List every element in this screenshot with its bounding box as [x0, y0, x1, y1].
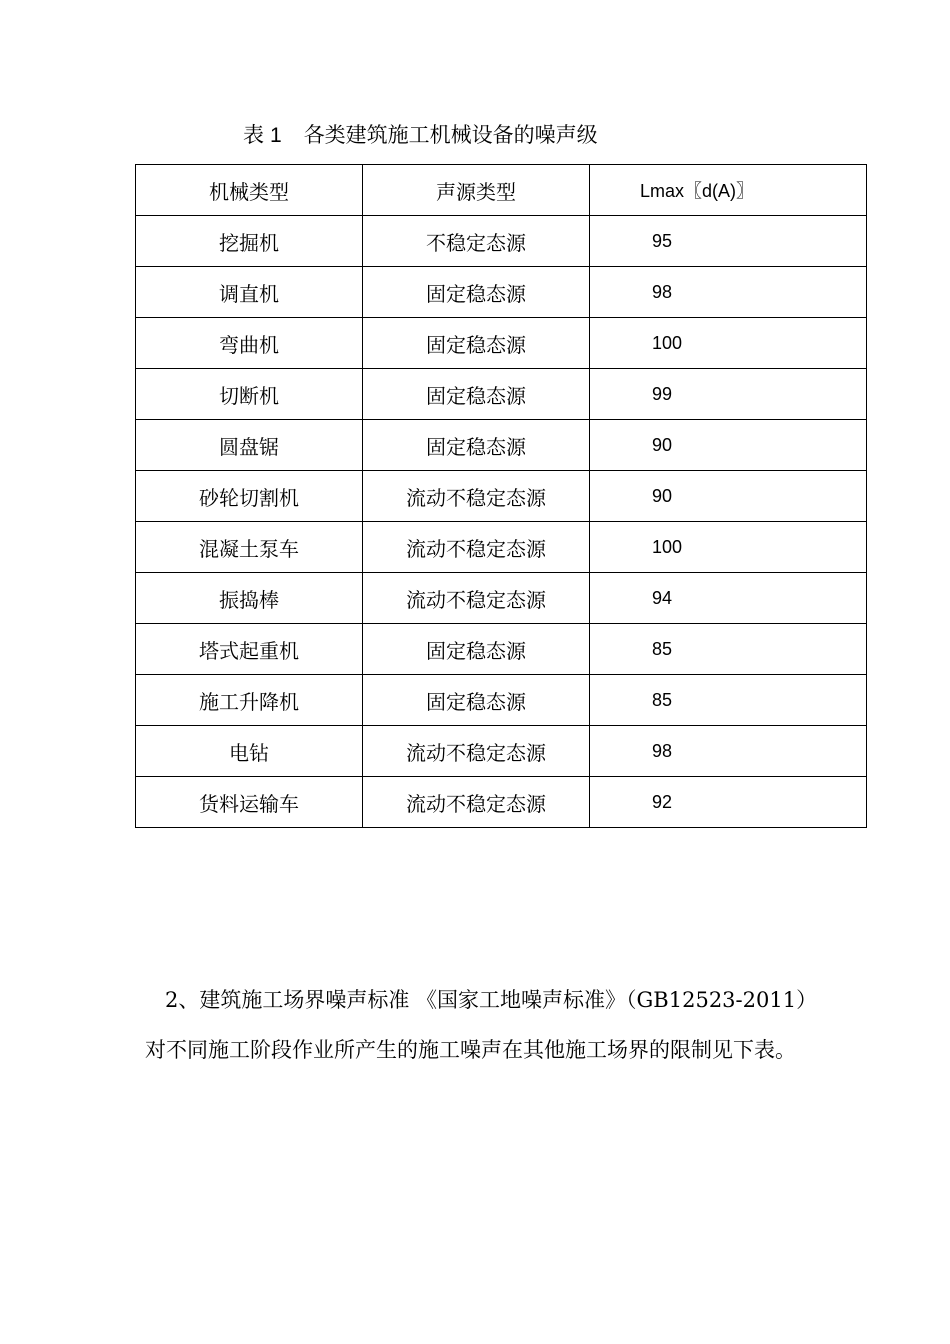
table-row — [136, 675, 867, 726]
table-caption-title: 各类建筑施工机械设备的噪声级 — [303, 123, 598, 147]
cell-lmax: 90 — [590, 420, 867, 471]
cell-machine-type: 砂轮切割机 — [136, 471, 363, 522]
table-row — [136, 777, 867, 828]
cell-lmax: 85 — [590, 675, 867, 726]
cell-lmax: 85 — [590, 624, 867, 675]
cell-source-type: 固定稳态源 — [363, 624, 590, 675]
cell-source-type: 流动不稳定态源 — [363, 726, 590, 777]
cell-machine-type: 弯曲机 — [136, 318, 363, 369]
table-row — [136, 471, 867, 522]
cell-source-type: 固定稳态源 — [363, 318, 590, 369]
cell-machine-type: 货料运输车 — [136, 777, 363, 828]
header-lmax: Lmax〖d(A)〗 — [590, 165, 867, 216]
cell-source-type: 固定稳态源 — [363, 420, 590, 471]
cell-machine-type: 切断机 — [136, 369, 363, 420]
cell-source-type: 不稳定态源 — [363, 216, 590, 267]
cell-machine-type: 塔式起重机 — [136, 624, 363, 675]
cell-lmax: 95 — [590, 216, 867, 267]
cell-machine-type: 施工升降机 — [136, 675, 363, 726]
cell-machine-type: 混凝土泵车 — [136, 522, 363, 573]
table-row — [136, 726, 867, 777]
table-caption — [243, 120, 598, 151]
table-row — [136, 318, 867, 369]
noise-level-table — [135, 164, 867, 828]
table-row — [136, 216, 867, 267]
table-row — [136, 420, 867, 471]
cell-source-type: 流动不稳定态源 — [363, 573, 590, 624]
cell-source-type: 固定稳态源 — [363, 675, 590, 726]
cell-source-type: 流动不稳定态源 — [363, 522, 590, 573]
cell-source-type: 固定稳态源 — [363, 369, 590, 420]
cell-machine-type: 电钻 — [136, 726, 363, 777]
table-row — [136, 624, 867, 675]
cell-lmax: 100 — [590, 522, 867, 573]
table-caption-number: 1 — [270, 124, 282, 147]
cell-lmax: 94 — [590, 573, 867, 624]
table-caption-label: 表 — [243, 123, 264, 147]
paragraph-text: 2、建筑施工场界噪声标准 《国家工地噪声标准》（GB12523-2011）对不同施工阶段作业所产生的施工噪声在其他施工场界的限制见下表。 — [145, 988, 807, 1062]
cell-lmax: 98 — [590, 267, 867, 318]
cell-machine-type: 挖掘机 — [136, 216, 363, 267]
body-paragraph — [145, 975, 817, 1075]
cell-source-type: 固定稳态源 — [363, 267, 590, 318]
table-header-row — [136, 165, 867, 216]
cell-lmax: 90 — [590, 471, 867, 522]
table-row — [136, 369, 867, 420]
table-row — [136, 267, 867, 318]
cell-machine-type: 圆盘锯 — [136, 420, 363, 471]
cell-machine-type: 调直机 — [136, 267, 363, 318]
cell-source-type: 流动不稳定态源 — [363, 471, 590, 522]
table-row — [136, 522, 867, 573]
cell-lmax: 92 — [590, 777, 867, 828]
cell-source-type: 流动不稳定态源 — [363, 777, 590, 828]
cell-lmax: 98 — [590, 726, 867, 777]
cell-lmax: 100 — [590, 318, 867, 369]
header-machine-type: 机械类型 — [136, 165, 363, 216]
header-source-type: 声源类型 — [363, 165, 590, 216]
cell-machine-type: 振捣棒 — [136, 573, 363, 624]
cell-lmax: 99 — [590, 369, 867, 420]
table-row — [136, 573, 867, 624]
